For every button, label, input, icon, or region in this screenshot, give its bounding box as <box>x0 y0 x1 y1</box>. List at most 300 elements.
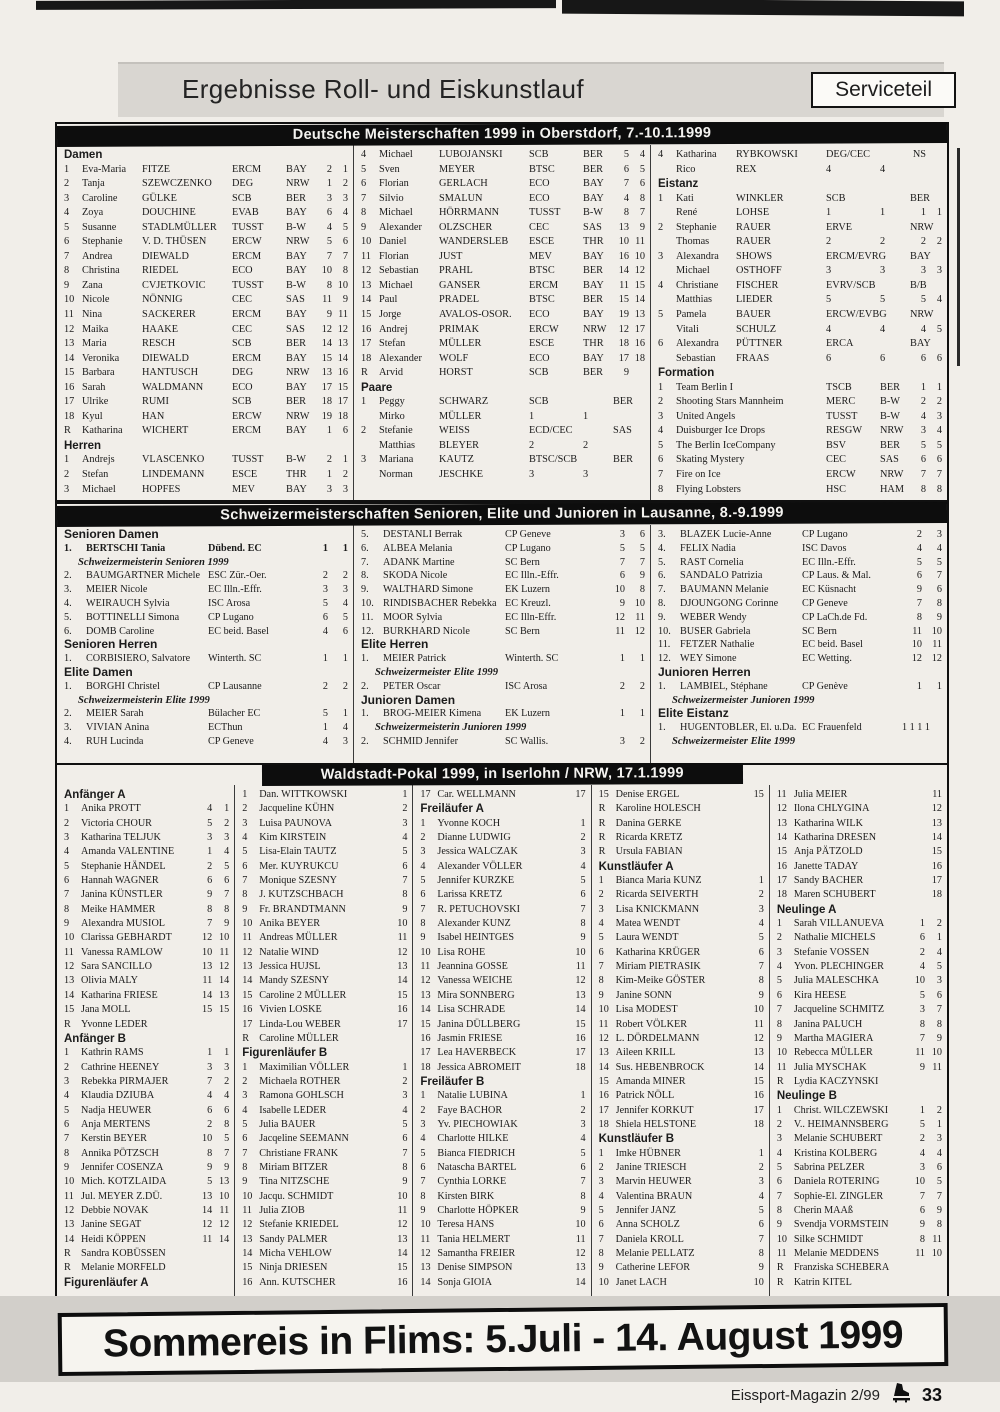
placement-cell: 9 <box>936 611 942 623</box>
rank-cell: 12 <box>242 1219 253 1231</box>
club-cell: SC Bern <box>505 625 540 637</box>
placement-cell <box>925 1261 942 1275</box>
name-cell <box>379 206 529 221</box>
placement-cell: 4 <box>936 425 942 437</box>
rank-cell: 4 <box>658 425 664 437</box>
name-cell <box>379 439 529 454</box>
placement-cell: 8 <box>936 1018 943 1030</box>
results-column <box>769 785 947 1304</box>
name-cell <box>82 410 232 425</box>
result-row <box>420 960 585 974</box>
name-cell: Klaudia DZIUBA <box>81 1090 155 1102</box>
club-cell: Bülacher EC <box>208 708 261 720</box>
name-cell: Denise SIMPSON <box>437 1262 513 1274</box>
rank-cell: 2 <box>776 932 782 944</box>
result-row <box>64 917 229 931</box>
club-cell: SC Wallis. <box>505 735 549 747</box>
placement-cell: 6 <box>402 1133 408 1145</box>
name-cell <box>379 468 529 483</box>
placement-cell: NRW <box>910 221 934 233</box>
result-row <box>64 483 348 498</box>
team-name-cell: Shooting Stars Mannheim <box>676 396 784 408</box>
name-cell: Jana MOLL <box>81 1004 131 1016</box>
placement-cell <box>730 1032 747 1046</box>
name-cell: CORBISIERO, Salvatore <box>86 653 191 665</box>
region-cell: BAY <box>286 265 307 277</box>
result-row <box>599 831 764 845</box>
result-row <box>64 1061 229 1075</box>
result-row <box>361 279 645 294</box>
rank-cell: 14 <box>242 975 253 987</box>
placement-cell <box>552 1261 569 1275</box>
placement-cell: 10 <box>931 625 942 637</box>
placement-cell <box>730 1247 747 1261</box>
result-row <box>361 163 645 178</box>
placement-cell: 2 <box>326 454 332 466</box>
placement-cell: 3 <box>580 1118 586 1130</box>
placement-cell: 4 <box>920 410 926 422</box>
rank-cell: 9 <box>420 932 426 944</box>
result-row <box>420 1118 585 1132</box>
result-row <box>599 874 764 888</box>
club-cell: TSCB <box>826 381 852 393</box>
result-row <box>64 569 348 583</box>
rank-cell: 12 <box>64 323 75 335</box>
region-cell: 3 <box>880 265 886 277</box>
magazine-name: Eissport-Magazin 2/99 <box>730 1387 880 1404</box>
name-cell <box>379 235 529 250</box>
rank-cell: 16 <box>420 1032 431 1044</box>
rank-cell: 12. <box>658 653 671 665</box>
name-cell: Anika PROTT <box>81 803 141 815</box>
name-cell: Miriam PIETRASIK <box>615 961 701 973</box>
name-cell: Nathalie MICHELS <box>793 932 876 944</box>
placement-cell <box>552 1061 569 1075</box>
result-row <box>777 1175 942 1189</box>
rank-cell: 2. <box>361 735 369 747</box>
name-cell: Luisa PAUNOVA <box>259 817 332 829</box>
result-row <box>658 569 942 583</box>
result-row <box>420 974 585 988</box>
name-cell <box>379 264 529 279</box>
result-row <box>777 1018 942 1032</box>
placement-cell: 2 <box>936 918 943 930</box>
result-row <box>599 903 764 917</box>
placement-cell: 9 <box>402 1176 408 1188</box>
placement-cell: 12 <box>202 1219 213 1231</box>
result-row <box>599 917 764 931</box>
placement-cell: 1 <box>224 803 230 815</box>
placement-cell: 14 <box>575 1276 586 1288</box>
club-cell: ECO <box>529 309 550 321</box>
last-name-cell: LINDEMANN <box>142 469 205 481</box>
rank-cell: 9 <box>598 1262 604 1274</box>
first-name-cell: Peggy <box>379 396 405 408</box>
placement-cell: 3 <box>936 975 943 987</box>
rank-cell: 10 <box>361 236 372 248</box>
placement-cell: 9 <box>758 1262 764 1274</box>
result-row <box>777 1132 942 1146</box>
rank-cell: 1 <box>598 1147 604 1159</box>
placement-cell: 7 <box>936 1190 943 1202</box>
rank-cell: 9. <box>658 611 666 623</box>
rank-cell: 13 <box>776 817 787 829</box>
placement-cell: 10 <box>914 1176 926 1188</box>
last-name-cell: VLASCENKO <box>142 454 205 466</box>
rank-cell: 6. <box>361 542 369 554</box>
placement-cell <box>552 860 569 874</box>
placement-cell <box>730 1046 747 1060</box>
placement-cell <box>730 788 747 802</box>
placement-cell: NS <box>912 149 926 160</box>
placement-cell: 17 <box>337 396 348 408</box>
placement-cell: 6 <box>936 989 943 1001</box>
club-cell: CP Lugano <box>208 611 254 623</box>
first-name-cell: Alexandra <box>676 250 719 262</box>
club-cell: ERCW <box>232 236 262 248</box>
group-heading: Kunstläufer B <box>598 1133 675 1146</box>
placement-cell: 1 <box>920 207 926 219</box>
name-cell: Lisa-Elain TAUTZ <box>259 846 337 858</box>
rank-cell: 15 <box>598 1075 609 1087</box>
rank-cell: 1. <box>658 680 666 692</box>
placement-cell <box>552 1032 569 1046</box>
result-row <box>361 439 645 454</box>
rank-cell: 17 <box>242 1018 253 1030</box>
name-cell: Caroline 2 MÜLLER <box>259 989 347 1001</box>
name-cell: Sara SANCILLO <box>81 961 153 973</box>
region-cell: BER <box>583 294 604 306</box>
rank-cell: 7 <box>64 250 70 262</box>
name-cell: Catherine LEFOR <box>615 1262 691 1274</box>
placement-cell: 5 <box>916 556 922 568</box>
placement-cell: 13 <box>931 817 943 829</box>
group-heading: Eistanz <box>658 178 699 191</box>
name-cell: Imke HÜBNER <box>615 1147 681 1159</box>
name-cell: Tania HELMERT <box>437 1233 510 1245</box>
name-cell: Michaela ROTHER <box>259 1075 341 1087</box>
name-cell <box>379 177 529 192</box>
club-cell: BTSC <box>529 294 555 306</box>
club-cell: DEG <box>232 367 254 379</box>
result-row <box>242 917 407 931</box>
first-name-cell: Thomas <box>676 236 710 248</box>
placement-cell <box>390 1032 407 1046</box>
placement-cell: 3 <box>224 1061 230 1073</box>
rank-cell: 1 <box>658 381 664 393</box>
placement-cell: 2 <box>207 1118 213 1130</box>
rank-cell: 11 <box>361 250 371 262</box>
first-name-cell: Paul <box>379 294 398 306</box>
name-cell: Linda-Lou WEBER <box>259 1018 341 1030</box>
rank-cell: 7 <box>658 469 664 481</box>
placement-cell: 6 <box>619 570 625 582</box>
result-row <box>242 1261 407 1275</box>
placement-cell <box>373 860 390 874</box>
placement-cell: 5 <box>920 439 926 451</box>
placement-cell: 8 <box>936 483 942 495</box>
result-row <box>777 946 942 960</box>
name-cell: FETZER Nathalie <box>680 639 755 651</box>
placement-cell <box>552 1003 569 1017</box>
club-cell: 4 <box>826 323 832 335</box>
result-row <box>242 1132 407 1146</box>
rank-cell: 7 <box>420 1176 426 1188</box>
placement-cell <box>373 1247 390 1261</box>
name-cell: Miriam BITZER <box>259 1161 328 1173</box>
result-row <box>658 410 942 425</box>
placement-cell: 4 <box>342 597 348 609</box>
section-columns <box>57 145 947 500</box>
rank-cell: 14 <box>242 1248 253 1259</box>
name-cell <box>676 293 826 308</box>
name-cell: L. DÖRDELMANN <box>615 1032 700 1044</box>
placement-cell <box>373 831 390 845</box>
rank-cell: 3 <box>64 192 70 204</box>
name-cell: Jennifer JANZ <box>615 1204 676 1216</box>
rank-cell: 8. <box>361 570 369 582</box>
placement-cell <box>552 831 569 845</box>
last-name-cell: FITZE <box>142 163 171 175</box>
result-row <box>242 1233 407 1247</box>
rank-cell: R <box>242 1032 249 1044</box>
group-heading: Anfänger A <box>64 789 126 801</box>
placement-cell <box>552 1233 569 1247</box>
result-row <box>658 483 942 498</box>
placement-cell: SAS <box>613 425 632 437</box>
placement-cell: 11 <box>322 294 332 306</box>
rank-cell: 1 <box>242 1061 248 1073</box>
section-columns <box>57 525 947 763</box>
club-cell: EC Illn.-Effr. <box>802 556 856 568</box>
results-column <box>57 525 353 763</box>
rank-cell: 2 <box>64 817 70 829</box>
placement-cell: 10 <box>219 932 230 944</box>
placement-cell: 11 <box>219 1204 230 1216</box>
rank-cell: 1 <box>64 803 70 815</box>
result-row <box>777 1204 942 1218</box>
rank-cell: 13 <box>420 989 431 1001</box>
placement-cell: 4 <box>919 1147 926 1159</box>
placement-cell <box>926 221 942 236</box>
result-row <box>361 250 645 265</box>
result-row <box>599 1061 764 1075</box>
result-row <box>361 235 645 250</box>
name-cell <box>379 293 529 308</box>
result-row <box>64 366 348 381</box>
placement-cell: 16 <box>575 1032 586 1044</box>
placement-cell: 14 <box>219 1233 230 1245</box>
rank-cell: 1 <box>64 454 70 466</box>
name-cell: Sonja GIOIA <box>437 1276 493 1288</box>
name-cell <box>82 163 232 178</box>
placement-cell: 8 <box>580 1190 586 1202</box>
group-heading: Kunstläufer A <box>598 860 674 873</box>
placement-cell <box>373 1075 390 1089</box>
region-cell: BAY <box>583 178 604 190</box>
result-row <box>599 1032 764 1046</box>
result-row <box>64 860 229 874</box>
placement-cell: 5 <box>619 542 625 554</box>
result-row <box>242 817 407 831</box>
name-cell: BOTTINELLI Simona <box>86 611 180 623</box>
first-name-cell: Stefanie <box>379 425 413 437</box>
rank-cell: 3 <box>776 1133 782 1145</box>
placement-cell <box>730 1233 747 1247</box>
rank-cell: 12 <box>64 961 75 973</box>
placement-cell: 4 <box>322 735 328 747</box>
rank-cell: 11 <box>242 1204 253 1216</box>
name-cell: BAUMANN Melanie <box>680 584 769 596</box>
rank-cell: 9 <box>242 1176 248 1188</box>
placement-cell <box>908 831 925 845</box>
result-row <box>64 250 348 265</box>
placement-cell: 17 <box>931 875 943 887</box>
result-row <box>242 1161 407 1175</box>
result-row <box>658 221 942 236</box>
result-row <box>599 1175 764 1189</box>
result-row <box>64 1118 229 1132</box>
placement-cell: 4 <box>580 1133 586 1145</box>
placement-cell: 3 <box>920 425 926 437</box>
club-cell: CEC <box>232 323 253 335</box>
first-name-cell: Andrej <box>379 323 408 335</box>
placement-cell <box>730 1175 747 1189</box>
region-cell: NRW <box>286 178 310 190</box>
placement-cell: 7 <box>580 1176 586 1188</box>
name-cell: Faye BACHOR <box>437 1104 503 1116</box>
placement-cell: 5 <box>936 556 942 568</box>
placement-cell: 11 <box>575 961 586 973</box>
placement-cell: 4 <box>207 1090 213 1102</box>
placement-cell: 4 <box>936 946 943 958</box>
rank-cell: 6 <box>598 946 604 958</box>
name-cell: Andreas MÜLLER <box>259 932 338 944</box>
last-name-cell: LOHSE <box>736 207 770 219</box>
placement-cell: 9 <box>919 1219 926 1231</box>
rank-cell: 4 <box>242 832 248 844</box>
region-cell: BAY <box>286 425 307 437</box>
name-cell: Clarissa GEBHARDT <box>81 932 172 944</box>
placement-cell <box>629 410 645 425</box>
rank-cell: 2 <box>420 832 426 844</box>
group-heading: Paare <box>361 381 393 394</box>
club-cell: ECO <box>529 352 550 364</box>
rank-cell: 12 <box>361 265 372 277</box>
placement-cell: 4 <box>758 918 764 930</box>
result-row <box>64 874 229 888</box>
result-row <box>361 366 645 381</box>
placement-cell <box>552 1089 569 1103</box>
champion-note: Schweizermeisterin Elite 1999 <box>78 694 210 706</box>
name-cell: SKODA Nicole <box>383 570 448 582</box>
result-row <box>64 264 348 279</box>
first-name-cell: Sebastian <box>676 352 716 364</box>
rank-cell: 4 <box>64 1090 70 1102</box>
placement-cell: 2 <box>920 236 926 248</box>
name-cell: Jeannina GOSSE <box>437 961 508 973</box>
placement-cell: 17 <box>575 1047 586 1059</box>
first-name-cell: Mirko <box>379 410 405 422</box>
rank-cell: 6 <box>776 1176 782 1188</box>
name-cell: Mira SONNBERG <box>437 989 515 1001</box>
first-name-cell: Susanne <box>82 221 117 233</box>
placement-cell: 1 <box>619 653 625 665</box>
placement-cell: 6 <box>326 207 332 219</box>
rank-cell: 3 <box>64 832 70 844</box>
section-deutsche-meisterschaften <box>55 122 949 502</box>
result-row <box>658 148 942 163</box>
name-cell: Silke SCHMIDT <box>793 1233 864 1245</box>
region-cell: 6 <box>880 352 886 364</box>
result-row <box>242 1190 407 1204</box>
name-cell: Janine TRIESCH <box>615 1161 687 1173</box>
result-row <box>420 1061 585 1075</box>
rank-cell: 1 <box>242 789 248 800</box>
last-name-cell: STADLMÜLLER <box>142 221 217 233</box>
skate-icon <box>889 1381 913 1410</box>
region-cell: NRW <box>286 410 310 422</box>
name-cell: Kristina KOLBERG <box>793 1147 878 1159</box>
team-name-cell: Skating Mystery <box>676 454 745 466</box>
champion-note: Schweizermeister Junioren 1999 <box>672 694 815 706</box>
first-name-cell: Eva-Maria <box>82 163 127 175</box>
placement-cell: 7 <box>224 889 230 901</box>
rank-cell: 13 <box>242 961 253 973</box>
rank-cell: 12 <box>776 803 787 815</box>
placement-cell: 14 <box>618 265 629 277</box>
result-row <box>777 845 942 859</box>
placement-cell: 8 <box>342 265 348 277</box>
placement-cell <box>629 439 645 454</box>
rank-cell: 13 <box>242 1233 253 1245</box>
rank-cell <box>658 293 676 308</box>
placement-cell <box>373 1132 390 1146</box>
placement-cell: 14 <box>219 975 230 987</box>
last-name-cell: RYBKOWSKI <box>736 149 798 160</box>
result-row <box>777 1233 942 1247</box>
name-cell: Natalie WIND <box>259 946 319 958</box>
placement-cell: 7 <box>919 1032 926 1044</box>
placement-cell: 6 <box>322 611 328 623</box>
result-row <box>361 453 645 468</box>
rank-cell: R <box>598 832 606 844</box>
result-row <box>420 888 585 902</box>
placement-cell <box>552 974 569 988</box>
name-cell: Sandy PALMER <box>259 1233 328 1245</box>
placement-cell <box>552 1132 569 1146</box>
name-cell: Sandy BACHER <box>793 875 864 887</box>
name-cell <box>379 424 529 439</box>
placement-cell: 1 <box>402 789 408 800</box>
first-name-cell: Christiane <box>676 279 719 291</box>
name-cell <box>82 323 232 338</box>
name-cell <box>82 366 232 381</box>
placement-cell: 13 <box>575 989 586 1001</box>
club-cell: ISC Arosa <box>505 680 548 692</box>
rank-cell <box>658 206 676 221</box>
result-row <box>420 989 585 1003</box>
result-row <box>658 528 942 542</box>
placement-cell: 4 <box>623 192 629 204</box>
last-name-cell: LIEDER <box>736 294 773 306</box>
placement-cell: 9 <box>936 1204 943 1216</box>
placement-cell: 9 <box>639 570 645 582</box>
placement-cell <box>552 845 569 859</box>
rank-cell: 7 <box>420 903 426 915</box>
placement-cell: 10 <box>202 946 213 958</box>
result-row <box>64 337 348 352</box>
